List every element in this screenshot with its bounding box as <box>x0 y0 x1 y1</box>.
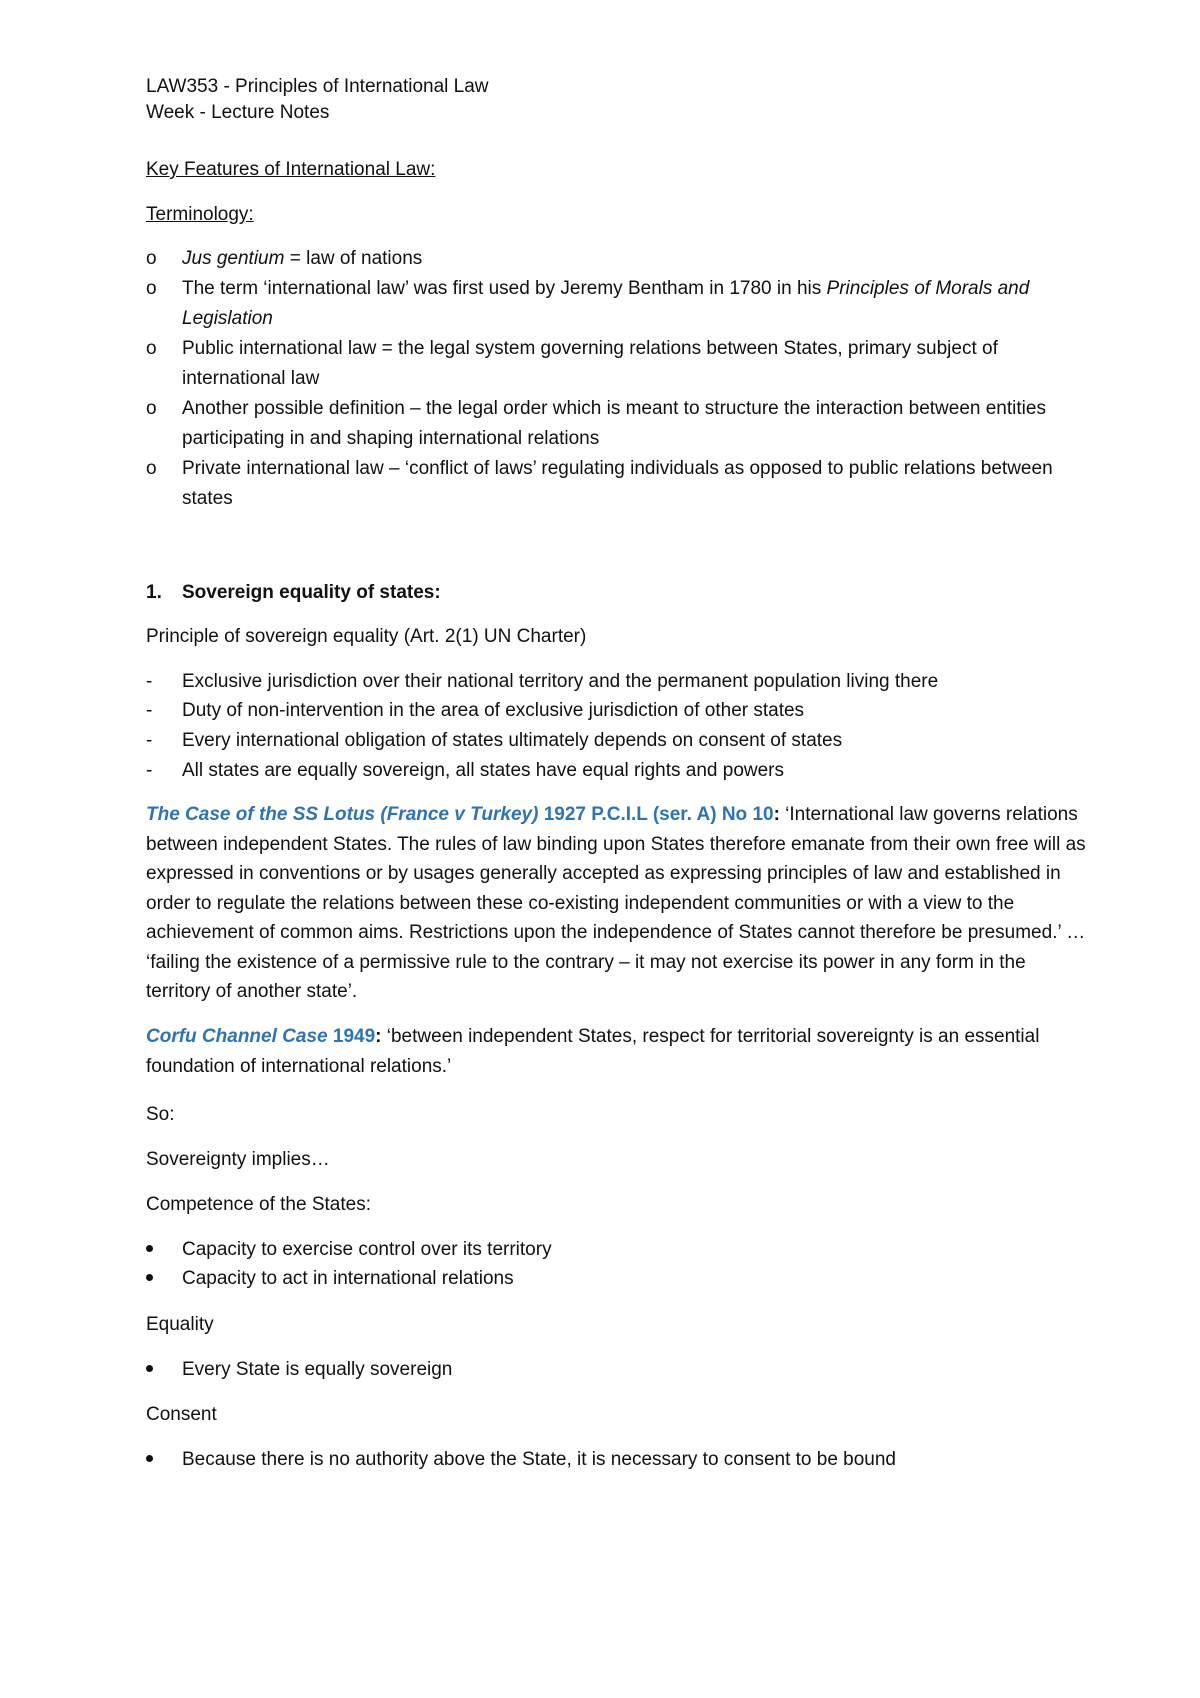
section-heading: Sovereign equality of states: <box>182 582 441 603</box>
corfu-case-paragraph: Corfu Channel Case 1949: ‘between independent States, respect for territorial sovereignty is an essential foundation of international relations.’ <box>146 1026 1040 1077</box>
case-year: 1949 <box>327 1026 376 1047</box>
bullet-marker <box>146 1355 170 1385</box>
case-name: Corfu Channel Case <box>146 1026 328 1047</box>
implies-line: Sovereignty implies… <box>146 1149 330 1170</box>
list-item: Jus gentium = law of nations <box>182 248 423 269</box>
case-quote: ‘International law governs relations between independent States. The rules of law binding upon States therefore emanate from their own free will as expressed in conventions or by usages generally accepted as expressing principles of law and established in order to regulate the relations between these co-existing independent communities or with a view to the achievement of common aims. Restrictions upon the independence of States cannot therefore be presumed.’ … ‘failing the existence of a permissive rule to the contrary – it may not exercise its power in any form in the territory of another state’. <box>146 804 1086 1002</box>
principle-line: Principle of sovereign equality (Art. 2(1) UN Charter) <box>146 626 587 647</box>
list-marker: o <box>146 338 157 359</box>
dash-marker: - <box>146 700 153 721</box>
list-item: Every State is equally sovereign <box>182 1359 453 1380</box>
list-marker: o <box>146 278 157 299</box>
case-citation: 1927 P.C.I.L (ser. A) No 10 <box>538 804 774 825</box>
bullet-marker <box>146 1235 170 1265</box>
case-quote: ‘between independent States, respect for territorial sovereignty is an essential foundation of international relations.’ <box>146 1026 1040 1077</box>
section-number: 1. <box>146 582 162 603</box>
list-item: The term ‘international law’ was first used by Jeremy Bentham in 1780 in his Principles of Morals and Legislation <box>182 278 1030 329</box>
dash-marker: - <box>146 730 153 751</box>
equality-heading: Equality <box>146 1314 214 1335</box>
list-item: Another possible definition – the legal order which is meant to structure the interaction between entities participating in and shaping international relations <box>182 398 1046 449</box>
lotus-case-paragraph: The Case of the SS Lotus (France v Turkey) 1927 P.C.I.L (ser. A) No 10: ‘International law governs relations between independent States. The rules of law binding upon States therefore emanate from their own free will as expressed in conventions or by usages generally accepted as expressing principles of law and established in order to regulate the relations between these co-existing independent communities or with a view to the achievement of common aims. Restrictions upon the independence of States cannot therefore be presumed.’ … ‘failing the existence of a permissive rule to the contrary – it may not exercise its power in any form in the territory of another state’. <box>146 804 1086 1002</box>
list-marker: o <box>146 248 157 269</box>
list-item: Private international law – ‘conflict of laws’ regulating individuals as opposed to public relations between states <box>182 458 1053 509</box>
course-title: LAW353 - Principles of International Law <box>146 76 489 97</box>
list-item: Every international obligation of states ultimately depends on consent of states <box>182 730 843 751</box>
section-title: Key Features of International Law: <box>146 159 436 180</box>
dash-marker: - <box>146 760 153 781</box>
bullet-marker <box>146 1445 170 1475</box>
dash-marker: - <box>146 671 153 692</box>
list-item: All states are equally sovereign, all states have equal rights and powers <box>182 760 785 781</box>
list-item: Capacity to exercise control over its territory <box>182 1239 552 1260</box>
list-marker: o <box>146 398 157 419</box>
case-name: The Case of the SS Lotus (France v Turkey) <box>146 804 539 825</box>
bullet-marker <box>146 1264 170 1294</box>
list-marker: o <box>146 458 157 479</box>
list-item: Capacity to act in international relations <box>182 1268 514 1289</box>
list-item: Exclusive jurisdiction over their national territory and the permanent population living there <box>182 671 939 692</box>
lecture-subtitle: Week - Lecture Notes <box>146 102 330 123</box>
consent-heading: Consent <box>146 1404 217 1425</box>
list-item: Because there is no authority above the State, it is necessary to consent to be bound <box>182 1449 897 1470</box>
terminology-heading: Terminology: <box>146 204 254 225</box>
list-item: Public international law = the legal system governing relations between States, primary subject of international law <box>182 338 998 389</box>
list-item: Duty of non-intervention in the area of exclusive jurisdiction of other states <box>182 700 805 721</box>
competence-heading: Competence of the States: <box>146 1194 371 1215</box>
so-line: So: <box>146 1104 175 1125</box>
